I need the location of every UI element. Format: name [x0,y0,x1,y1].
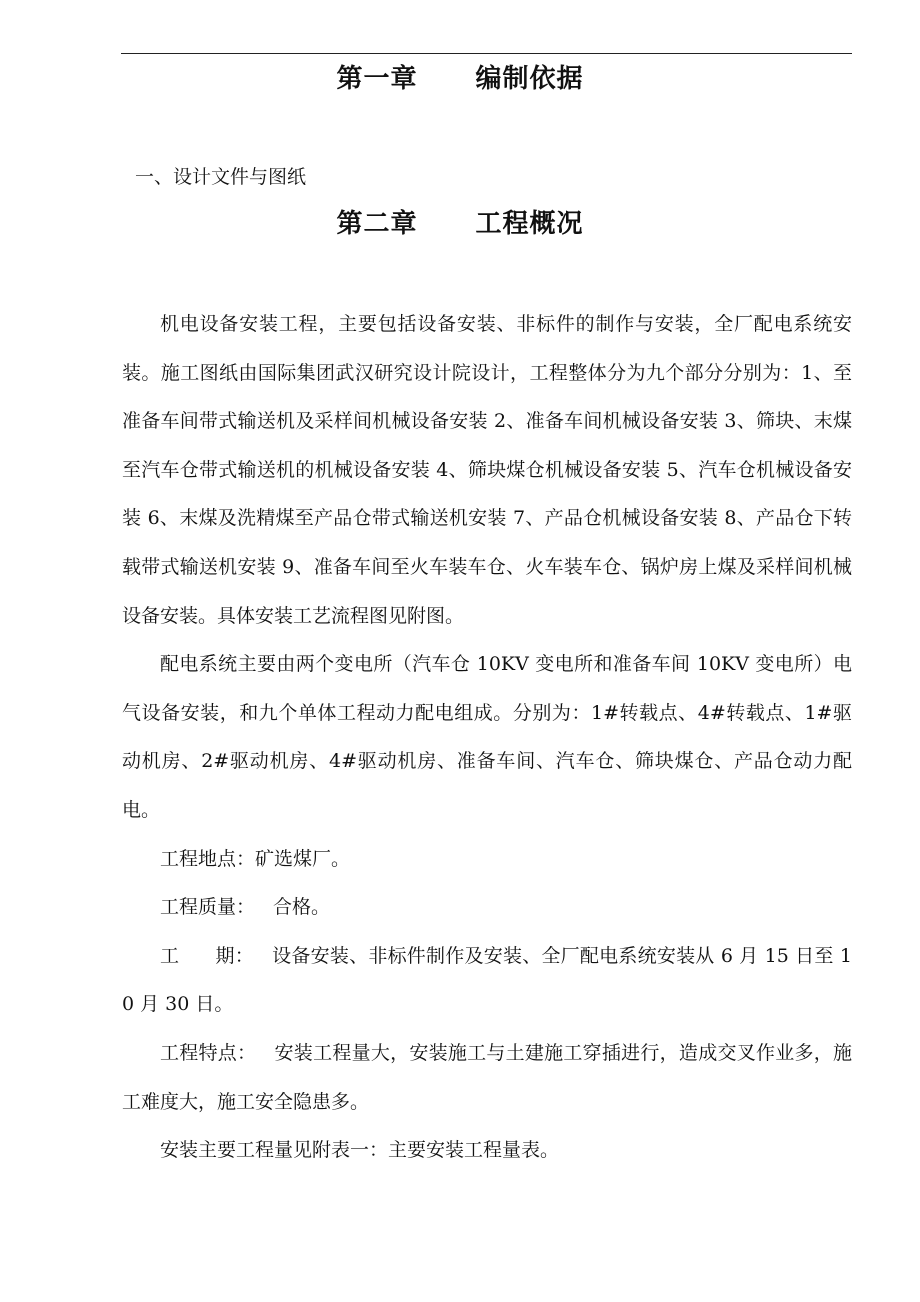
chapter-two-title: 工程概况 [475,209,584,239]
project-period-value: 设备安装、非标件制作及安装、全厂配电系统安装从 6 月 15 日至 10 月 30 日。 [122,944,852,1016]
chapter-two-heading [0,207,920,241]
project-location [122,835,852,884]
project-features-value: 安装工程量大，安装施工与土建施工穿插进行，造成交叉作业多，施工难度大，施工安全隐患多。 [122,1041,852,1113]
overview-paragraph: 机电设备安装工程，主要包括设备安装、非标件的制作与安装，全厂配电系统安装。施工图纸由国际集团武汉研究设计院设计，工程整体分为九个部分分别为：1、至准备车间带式输送机及采样间机械设备安装 2、准备车间机械设备安装 3、筛块、末煤至汽车仓带式输送机的机械设备安装 4、筛块煤仓机械设备安装 5、汽车仓机械设备安装 6、末煤及洗精煤至产品仓带式输送机安装 7、产品仓机械设备安装 8、产品仓下转载带式输送机安装 9、准备车间至火车装车仓、火车装车仓、锅炉房上煤及采样间机械设备安装。具体安装工艺流程图见附图。 [122,313,852,627]
header-rule [121,53,852,54]
project-quality [122,883,852,932]
project-features-label: 工程特点： [160,1041,257,1064]
project-location-label: 工程地点： [160,847,256,870]
chapter-one-heading [0,62,920,96]
project-period-label-first: 工 [160,944,180,967]
project-features [122,1029,852,1126]
power-system-paragraph: 配电系统主要由两个变电所（汽车仓 10KV 变电所和准备车间 10KV 变电所）电气设备安装，和九个单体工程动力配电组成。分别为：1#转载点、4#转载点、1#驱动机房、2#驱动机房、4#驱动机房、准备车间、汽车仓、筛块煤仓、产品仓动力配电。 [122,653,852,821]
document-body [122,300,852,1175]
chapter-two-number: 第二章 [336,209,418,239]
quantity-note: 安装主要工程量见附表一：主要安装工程量表。 [160,1139,560,1162]
project-period [122,932,852,1029]
chapter-one-number: 第一章 [336,64,418,94]
project-period-label-second: 期： [215,944,254,967]
project-quality-label: 工程质量： [160,896,256,919]
chapter-one-title: 编制依据 [475,64,584,94]
project-location-value: 矿选煤厂。 [255,847,351,870]
section-one-heading: 一、设计文件与图纸 [135,166,307,188]
project-quality-value: 合格。 [273,896,331,919]
